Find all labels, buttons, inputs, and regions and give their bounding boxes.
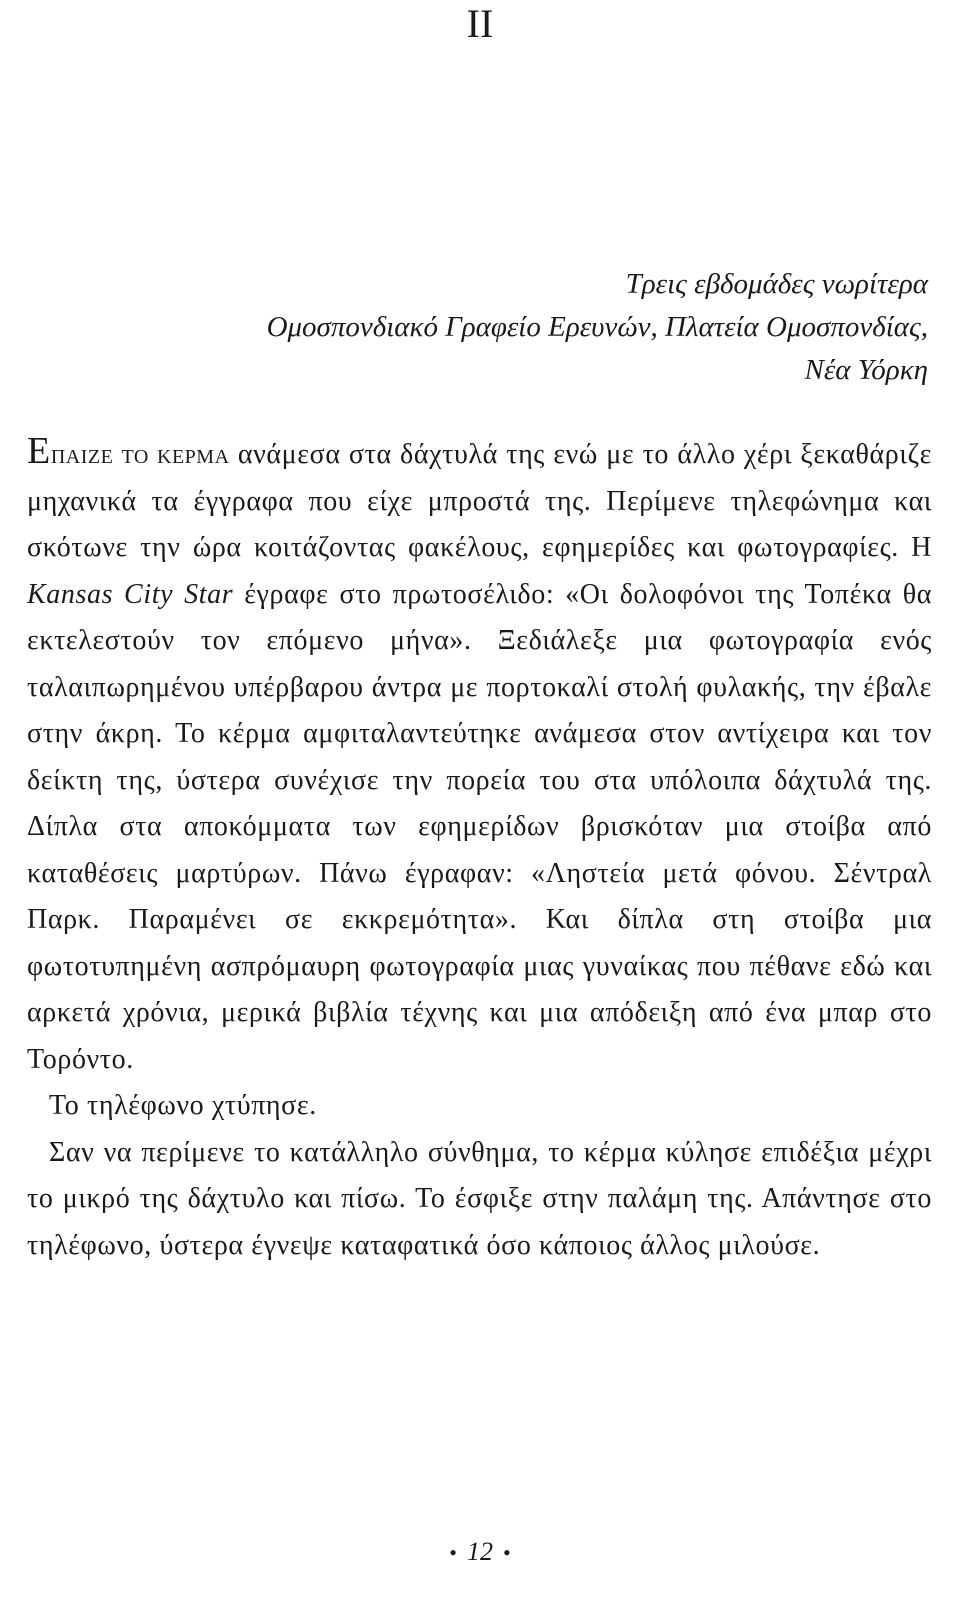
scene-heading (108, 263, 928, 392)
paragraph-2: Το τηλέφωνο χτύπησε. (49, 1090, 317, 1121)
page-number-value: 12 (467, 1537, 493, 1566)
folio-bullet-left: • (449, 1540, 457, 1565)
scene-heading-city: Νέα Υόρκη (804, 354, 928, 386)
newspaper-title: Kansas City Star (27, 578, 234, 610)
small-caps-lead: παιζε το κερμα (50, 439, 230, 470)
chapter-number: II (466, 1, 494, 46)
paragraph-3: Σαν να περίμενε το κατάλληλο σύνθημα, το κέρμα κύλησε επιδέξια μέχρι το μικρό της δάχτυλο και πίσω. Το έσφιξε στην παλάμη της. Απάντησε στο τηλέφωνο, ύστερα έγνεψε καταφατικά όσο κάποιος άλλος μιλούσε. (27, 1136, 932, 1261)
paragraph-1-text-b: έγραφε στο πρωτοσέλιδο: «Οι δολοφόνοι της Τοπέκα θα εκτελεστούν τον επόμενο μήνα». Ξεδιάλεξε μια φωτογραφία ενός ταλαιπωρημένου υπέρβαρου άντρα με πορτοκαλί στολή φυλακής, την έβαλε στην άκρη. Το κέρμα αμφιταλαντεύτηκε ανάμεσα στον αντίχειρα και τον δείκτη της, ύστερα συνέχισε την πορεία του στα υπόλοιπα δάχτυλά της. Δίπλα στα αποκόμματα των εφημερίδων βρισκόταν μια στοίβα από καταθέσεις μαρτύρων. Πάνω έγραφαν: «Ληστεία μετά φόνου. Σέντραλ Παρκ. Παραμένει σε εκκρεμότητα». Και δίπλα στη στοίβα μια φωτοτυπημένη ασπρόμαυρη φωτογραφία μιας γυναίκας που πέθανε εδώ και αρκετά χρόνια, μερικά βιβλία τέχνης και μια απόδειξη από ένα μπαρ στο Τορόντο. (27, 578, 932, 1075)
scene-heading-place: Ομοσπονδιακό Γραφείο Ερευνών, Πλατεία Ομοσπονδίας, (266, 311, 928, 343)
paragraph-1-text-a: ανάμεσα στα δάχτυλά της ενώ με το άλλο χέρι ξεκαθάριζε μηχανικά τα έγγραφα που είχε μπροστά της. Περίμενε τηλεφώνημα και σκότωνε την ώρα κοιτάζοντας φακέλους, εφημερίδες και φωτογραφίες. Η (27, 439, 933, 563)
body-text (27, 428, 932, 1269)
paragraph-1 (27, 428, 932, 1083)
page-number (0, 1536, 960, 1569)
scene-heading-time: Τρεις εβδομάδες νωρίτερα (625, 268, 928, 300)
drop-cap: Ε (27, 430, 51, 472)
folio-bullet-right: • (503, 1540, 511, 1565)
